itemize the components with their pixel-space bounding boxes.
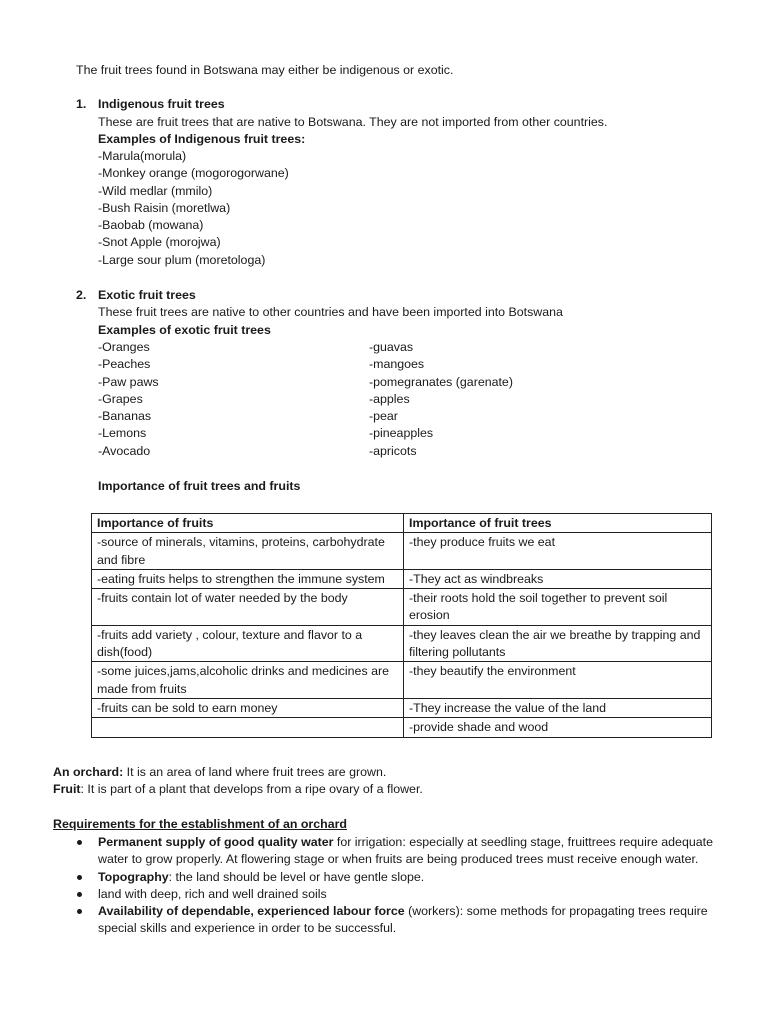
table-row (92, 662, 712, 699)
list-item: -Bananas (98, 409, 152, 424)
requirement-term: Topography (98, 869, 169, 884)
fruit-text: : It is part of a plant that develops from a ripe ovary of a flower. (80, 782, 423, 796)
section2-heading: Exotic fruit trees (98, 288, 196, 302)
table-cell: -provide shade and wood (404, 718, 712, 737)
section2-number: 2. (76, 288, 87, 302)
importance-heading: Importance of fruit trees and fruits (98, 479, 301, 493)
table-row (92, 718, 712, 737)
table-row (92, 625, 712, 662)
table-cell: -They act as windbreaks (404, 569, 712, 588)
intro-text: The fruit trees found in Botswana may either be indigenous or exotic. (76, 63, 454, 77)
list-item: -Marula(morula) (98, 149, 187, 163)
list-item: -Monkey orange (mogorogorwane) (98, 166, 289, 181)
requirement-term: Permanent supply of good quality water (98, 835, 334, 849)
table-cell: -source of minerals, vitamins, proteins, carbohydrate and fibre (92, 533, 404, 570)
section1-description: These are fruit trees that are native to Botswana. They are not imported from other countries. (98, 115, 608, 129)
list-item: -apricots (369, 443, 417, 458)
list-item (75, 886, 715, 903)
list-item: -pineapples (369, 426, 434, 441)
section2-description: These fruit trees are native to other countries and have been imported into Botswana (98, 305, 563, 319)
table-row (92, 589, 712, 626)
list-item: -Lemons (98, 426, 147, 441)
list-item: -Bush Raisin (moretlwa) (98, 200, 231, 215)
table-row (92, 569, 712, 588)
list-item: -Wild medlar (mmilo) (98, 183, 213, 198)
list-item: -Paw paws (98, 374, 159, 389)
list-item (75, 903, 715, 938)
list-item: -mangoes (369, 357, 425, 372)
list-item: -Peaches (98, 357, 151, 372)
bullet-icon (77, 875, 82, 880)
orchard-text: It is an area of land where fruit trees are grown. (123, 765, 387, 779)
table-cell: -eating fruits helps to strengthen the immune system (92, 569, 404, 588)
fruit-definition (53, 781, 423, 798)
orchard-term: An orchard: (53, 765, 124, 779)
list-item: -pomegranates (garenate) (369, 374, 513, 389)
table-cell: -they leaves clean the air we breathe by trapping and filtering pollutants (404, 625, 712, 662)
list-item (75, 869, 715, 886)
list-item: -Oranges (98, 340, 150, 354)
bullet-icon (77, 892, 82, 897)
list-item: -Baobab (mowana) (98, 218, 204, 233)
column-header-fruit-trees: Importance of fruit trees (404, 514, 712, 533)
requirements-list (75, 834, 715, 938)
table-header-row (92, 514, 712, 533)
section1-heading: Indigenous fruit trees (98, 97, 225, 111)
bullet-icon (77, 840, 82, 845)
section2-examples-heading: Examples of exotic fruit trees (98, 323, 271, 337)
table-cell: -they produce fruits we eat (404, 533, 712, 570)
fruit-term: Fruit (53, 782, 81, 796)
requirement-text: land with deep, rich and well drained soils (98, 886, 327, 901)
list-item: -Avocado (98, 443, 151, 458)
table-cell (92, 718, 404, 737)
section1-number: 1. (76, 97, 87, 111)
requirement-term: Availability of dependable, experienced labour force (98, 904, 405, 919)
requirements-heading: Requirements for the establishment of an orchard (53, 817, 347, 831)
bullet-icon (77, 909, 82, 914)
table-cell: -fruits can be sold to earn money (92, 698, 404, 717)
table-cell: -They increase the value of the land (404, 698, 712, 717)
orchard-definition (53, 764, 386, 781)
list-item: -pear (369, 409, 398, 424)
requirement-text: : the land should be level or have gentle slope. (168, 869, 425, 884)
table-row (92, 698, 712, 717)
requirement-text: (workers): some methods for propagating trees require special skills and experience in order to be successful. (98, 904, 708, 936)
list-item: -Large sour plum (moretologa) (98, 252, 266, 267)
list-item: -apples (369, 391, 410, 406)
column-header-fruits: Importance of fruits (92, 514, 404, 533)
exotic-examples-left-list (98, 339, 159, 460)
table-cell: -some juices,jams,alcoholic drinks and medicines are made from fruits (92, 662, 404, 699)
section1-examples-heading: Examples of Indigenous fruit trees: (98, 132, 306, 146)
indigenous-examples-list (98, 148, 289, 269)
list-item: -guavas (369, 340, 414, 354)
table-cell: -their roots hold the soil together to prevent soil erosion (404, 589, 712, 626)
requirement-text: for irrigation: especially at seedling stage, fruittrees require adequate water to grow properly. At flowering stage or when fruits are being produced trees must receive enough water. (98, 835, 713, 867)
list-item (75, 834, 715, 869)
exotic-examples-right-list (369, 339, 513, 460)
list-item: -Grapes (98, 391, 143, 406)
table-cell: -they beautify the environment (404, 662, 712, 699)
table-cell: -fruits add variety , colour, texture and flavor to a dish(food) (92, 625, 404, 662)
table-row (92, 533, 712, 570)
table-cell: -fruits contain lot of water needed by the body (92, 589, 404, 626)
importance-table (91, 513, 712, 738)
list-item: -Snot Apple (morojwa) (98, 235, 221, 250)
